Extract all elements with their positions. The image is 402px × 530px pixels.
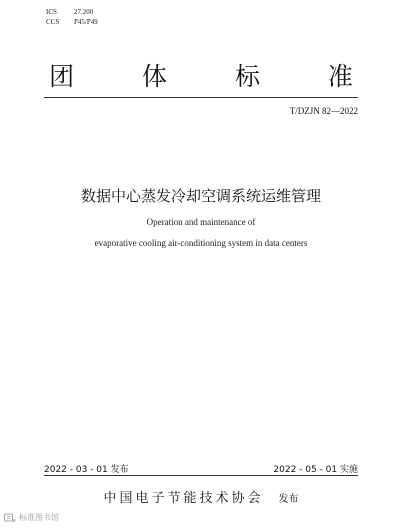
- ics-value: 27.200: [74, 8, 94, 16]
- watermark-text: 标准图书馆: [19, 513, 59, 522]
- issue-date: 2022 - 03 - 01 发布: [44, 465, 129, 475]
- ics-label: ICS: [46, 8, 57, 16]
- title-english-line2: evaporative cooling air-conditioning system in data centers: [94, 238, 308, 248]
- ccs-value: P45/P49: [74, 18, 98, 26]
- publisher-action: 发布: [278, 494, 299, 505]
- ccs-line: [46, 17, 98, 27]
- classification-codes: [46, 7, 98, 27]
- bottom-divider: [44, 475, 358, 476]
- title-english-line1: Operation and maintenance of: [146, 217, 256, 227]
- watermark: [4, 512, 59, 523]
- publisher-line: [0, 487, 402, 506]
- ccs-label: CCS: [46, 18, 60, 26]
- publisher-name: 中国电子节能技术协会: [103, 491, 264, 506]
- title-chinese: 数据中心蒸发冷却空调系统运维管理: [80, 187, 321, 205]
- implementation-date: 2022 - 05 - 01 实施: [273, 465, 358, 475]
- top-divider: [44, 97, 358, 98]
- standard-number: T/DZJN 82—2022: [289, 106, 358, 116]
- ics-line: [46, 7, 98, 17]
- standard-type-heading: 团 体 标 准: [49, 62, 383, 91]
- watermark-logo-icon: [4, 513, 16, 523]
